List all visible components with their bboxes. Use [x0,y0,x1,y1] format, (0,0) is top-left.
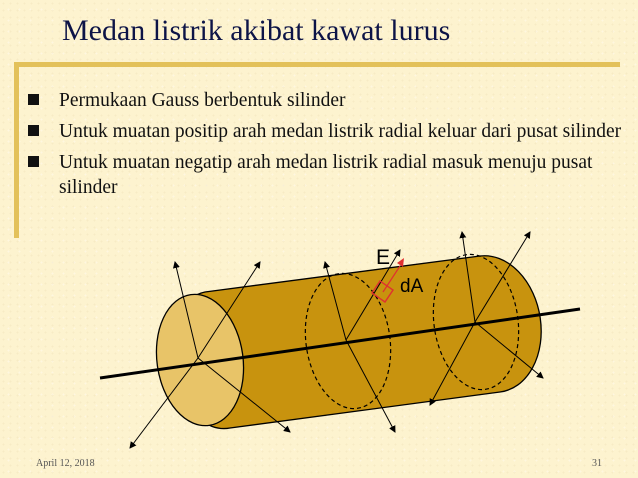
bullet-text: Permukaan Gauss berbentuk silinder [59,90,346,111]
field-vector-arrowhead [397,258,404,267]
label-e: E [376,246,391,269]
bullet-text: Untuk muatan positip arah medan listrik radial keluar dari pusat silinder [59,121,622,142]
slide-title: Medan listrik akibat kawat lurus [62,14,451,47]
footer-date: April 12, 2018 [36,458,95,469]
bullet-text: Untuk muatan negatip arah medan listrik radial masuk menuju pusat silinder [59,152,593,198]
label-da: dA [400,276,424,297]
page-number: 31 [592,458,602,469]
